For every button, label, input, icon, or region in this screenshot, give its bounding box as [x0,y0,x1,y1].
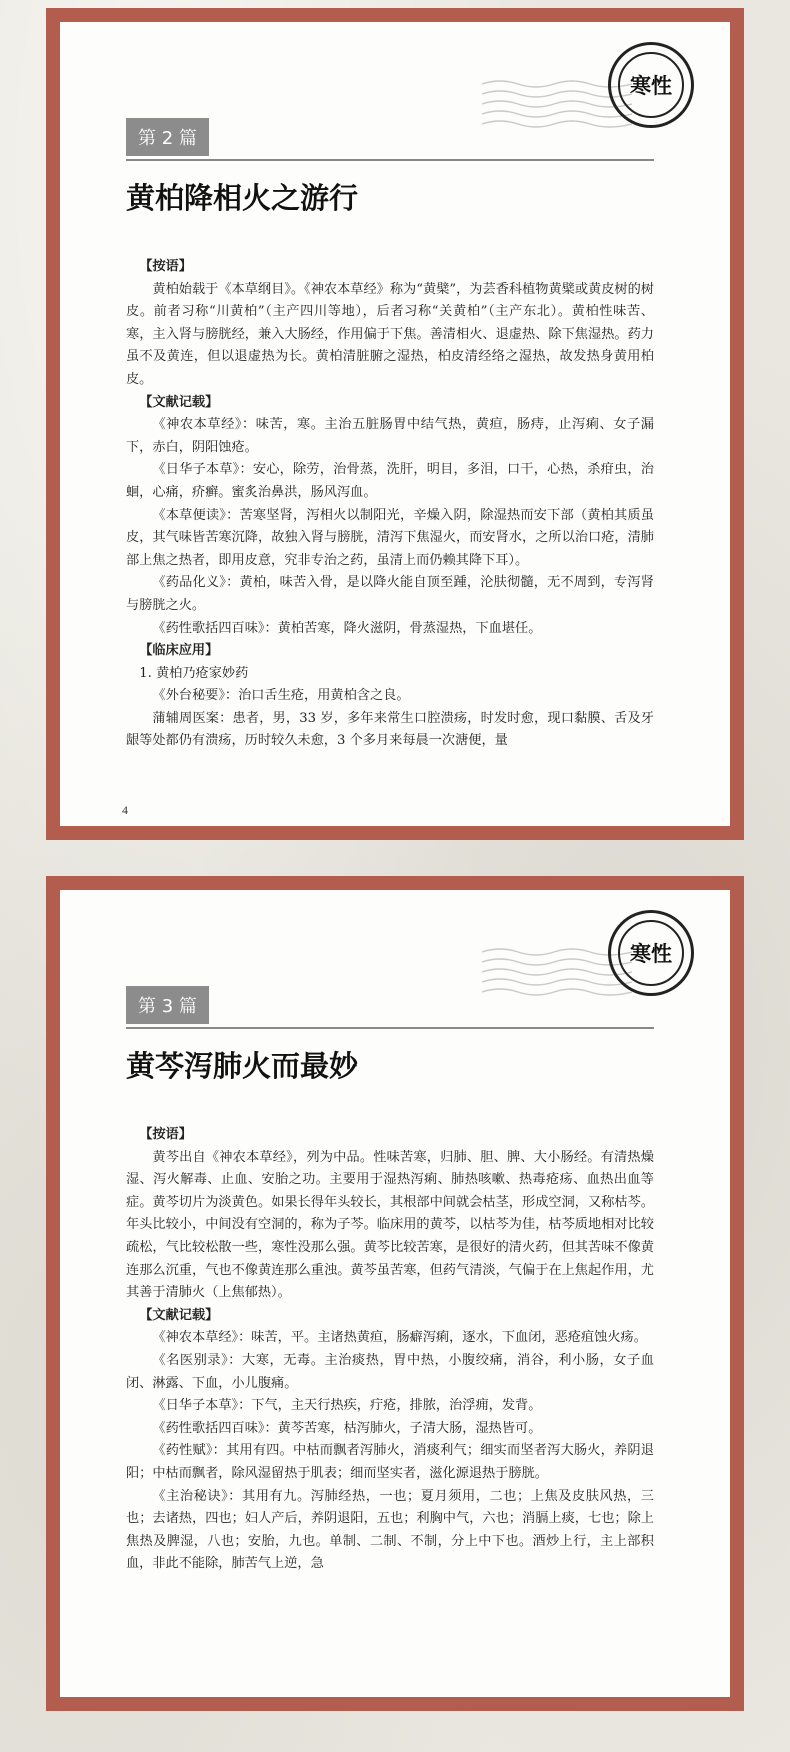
divider [126,1027,654,1029]
paragraph: 黄柏始载于《本草纲目》。《神农本草经》称为“黄檗”，为芸香科植物黄檗或黄皮树的树皮。前者习称“川黄柏”（主产四川等地），后者习称“关黄柏”（主产东北）。黄柏性味苦、寒，主入肾与膀胱经，兼入大肠经，作用偏于下焦。善清相火、退虚热、除下焦湿热。药力虽不及黄连，但以退虚热为长。黄柏清脏腑之湿热，柏皮清经络之湿热，故发热身黄用柏皮。 [126,281,654,387]
paragraph: 《神农本草经》：味苦，平。主诸热黄疸，肠癖泻痢，逐水，下血闭，恶疮疽蚀火疡。 [152,1330,647,1346]
section-heading: 【文献记载】 [139,394,219,410]
paragraph: 《主治秘诀》：其用有九。泻肺经热，一也；夏月须用，二也；上焦及皮肤风热，三也；去诸热，四也；妇人产后，养阴退阳，五也；利胸中气，六也；消膈上痰，七也；除上焦热及脾湿，八也；安胎，九也。单制、二制、不制，分上中下也。酒炒上行，主上部积血，非此不能除，肺苦气上逆，急 [126,1488,654,1572]
nature-stamp [608,42,694,128]
page-paper [60,22,730,826]
divider [126,159,654,161]
stamp-label: 寒性 [630,942,672,966]
stamp-inner-ring [618,52,684,118]
paragraph: 《药品化义》：黄柏，味苦入骨，是以降火能自顶至踵，沦肤彻髓，无不周到，专泻肾与膀胱之火。 [126,575,654,613]
paragraph: 《药性歌括四百味》：黄柏苦寒，降火滋阴，骨蒸湿热，下血堪任。 [152,620,542,636]
page-title: 黄柏降相火之游行 [126,181,359,215]
stamp-label: 寒性 [630,74,672,98]
section-heading: 【按语】 [139,259,192,274]
section-heading: 【文献记载】 [139,1307,219,1323]
chapter-tag: 第 2 篇 [126,118,209,156]
chapter-tag: 第 3 篇 [126,986,209,1024]
book-page-2 [46,876,744,1711]
paragraph: 《本草便读》：苦寒坚肾，泻相火以制阳光，辛燥入阴，除湿热而安下部（黄柏其质虽皮，其气味皆苦寒沉降，故独入肾与膀胱，清泻下焦湿火，而安肾水，之所以治口疮，清肺部上焦之热者，即用皮意，究非专治之药，虽清上而仍赖其降下耳）。 [126,507,654,568]
paragraph: 《药性赋》：其用有四。中枯而飘者泻肺火，消痰利气；细实而坚者泻大肠火，养阴退阳；中枯而飘者，除风湿留热于肌表；细而坚实者，滋化源退热于膀胱。 [126,1443,654,1481]
paragraph: 黄芩出自《神农本草经》，列为中品。性味苦寒，归肺、胆、脾、大小肠经。有清热燥湿、泻火解毒、止血、安胎之功。主要用于湿热泻痢、肺热咳嗽、热毒疮疡、血热出血等症。黄芩切片为淡黄色。如果长得年头较长，其根部中间就会枯茎，形成空洞，又称枯芩。年头比较小，中间没有空洞的，称为子芩。临床用的黄芩，以枯芩为佳，枯芩质地相对比较疏松，气比较松散一些，寒性没那么强。黄芩比较苦寒，是很好的清火药，但其苦味不像黄连那么沉重，气也不像黄连那么重浊。黄芩虽苦寒，但药气清淡，气偏于在上焦起作用，尤其善于清肺火（上焦郁热）。 [126,1149,654,1301]
paragraph: 《日华子本草》：安心，除劳，治骨蒸，洗肝，明目，多泪，口干，心热，杀疳虫，治蛔，心痛，疥癣。蜜炙治鼻洪，肠风泻血。 [126,462,654,500]
paragraph: 《外台秘要》：治口舌生疮，用黄柏含之良。 [152,688,410,704]
paragraph: 《药性歌括四百味》：黄芩苦寒，枯泻肺火，子清大肠，湿热皆可。 [152,1420,542,1436]
page-number: 4 [122,803,128,817]
paragraph: 《名医别录》：大寒，无毒。主治痰热，胃中热，小腹绞痛，消谷，利小肠，女子血闭、淋露、下血，小儿腹痛。 [126,1352,654,1391]
body-text [126,1124,654,1576]
paragraph: 《日华子本草》：下气，主天行热疾，疔疮，排脓，治浮痈，发背。 [152,1398,542,1414]
paragraph: 《神农本草经》：味苦，寒。主治五脏肠胃中结气热，黄疸，肠痔，止泻痢、女子漏下，赤白，阴阳蚀疮。 [126,417,654,455]
page-paper [60,890,730,1697]
subsection-heading: 1. 黄柏乃疮家妙药 [139,665,249,681]
stamp-inner-ring [618,920,684,986]
section-heading: 【临床应用】 [139,643,219,659]
section-heading: 【按语】 [139,1127,192,1142]
page-title: 黄芩泻肺火而最妙 [126,1049,359,1083]
book-page-1 [46,8,744,840]
body-text [126,256,654,753]
nature-stamp [608,910,694,996]
paragraph: 蒲辅周医案：患者，男，33 岁，多年来常生口腔溃疡，时发时愈，现口黏膜、舌及牙龈等处都仍有溃疡，历时较久未愈，3 个多月来每晨一次溏便，量 [126,710,654,749]
